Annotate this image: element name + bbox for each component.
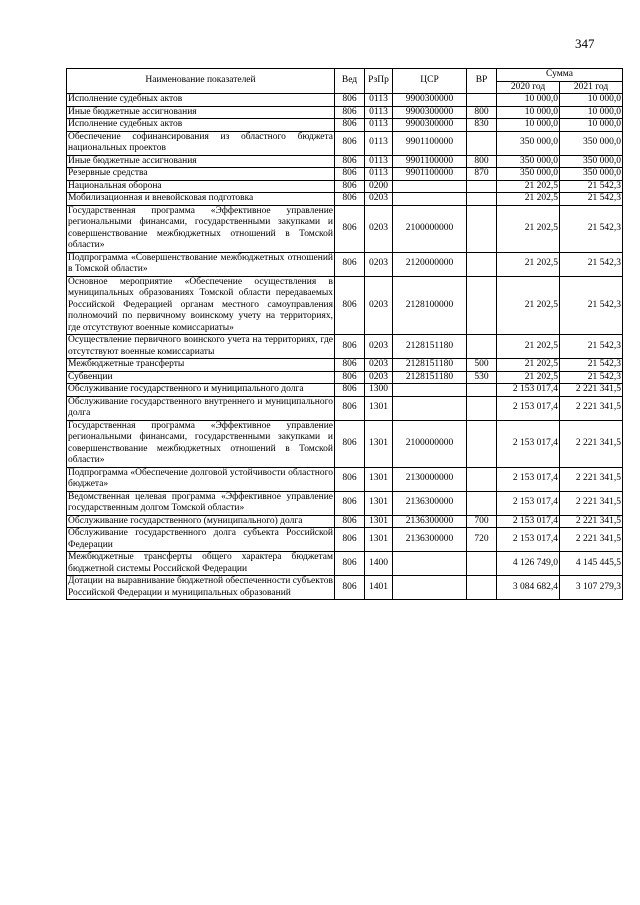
- cell-vr: 870: [467, 168, 497, 181]
- cell-2021: 2 221 341,5: [560, 467, 623, 491]
- table-row: [67, 371, 623, 384]
- cell-name: Обслуживание государственного и муниципального долга: [67, 384, 335, 397]
- cell-rzpr: 1301: [365, 467, 393, 491]
- cell-2020: 21 202,5: [497, 180, 560, 193]
- cell-ved: 806: [335, 359, 365, 372]
- cell-csr: 2100000000: [393, 205, 467, 252]
- cell-2021: 350 000,0: [560, 168, 623, 181]
- header-sum: Сумма: [497, 69, 623, 82]
- cell-name: Осуществление первичного воинского учета на территориях, где отсутствуют военные комиссариаты: [68, 335, 333, 357]
- cell-2020: 2 153 017,4: [497, 384, 560, 397]
- cell-csr: 2136300000: [393, 515, 467, 528]
- cell-name: Мобилизационная и вневойсковая подготовка: [67, 193, 335, 206]
- cell-vr: [467, 335, 497, 359]
- cell-rzpr: 0113: [365, 131, 393, 155]
- cell-2021: 350 000,0: [560, 131, 623, 155]
- cell-ved: 806: [335, 168, 365, 181]
- table-row: [67, 420, 623, 467]
- cell-2021: 2 221 341,5: [560, 491, 623, 515]
- cell-rzpr: 1301: [365, 420, 393, 467]
- cell-name: Подпрограмма «Совершенствование межбюджетных отношений в Томской области»: [68, 252, 333, 274]
- cell-2020: 21 202,5: [497, 276, 560, 335]
- table-row: [67, 131, 623, 155]
- cell-vr: [467, 491, 497, 515]
- table-row: [67, 168, 623, 181]
- cell-vr: [467, 576, 497, 600]
- cell-ved: 806: [335, 94, 365, 107]
- header-year-2021: 2021 год: [560, 81, 623, 94]
- table-row: [67, 106, 623, 119]
- cell-ved: 806: [335, 335, 365, 359]
- cell-name: Обслуживание государственного долга субъекта Российской Федерации: [68, 528, 333, 550]
- cell-2021: 350 000,0: [560, 155, 623, 168]
- table-row: [67, 491, 623, 515]
- table-row: [67, 552, 623, 576]
- cell-2021: 21 542,3: [560, 193, 623, 206]
- cell-2020: 21 202,5: [497, 205, 560, 252]
- cell-name: Межбюджетные трансферты общего характера бюджетам бюджетной системы Российской Федерации: [68, 552, 333, 574]
- cell-ved: 806: [335, 515, 365, 528]
- cell-name: Подпрограмма «Обеспечение долговой устойчивости областного бюджета»: [68, 467, 333, 489]
- cell-csr: [393, 552, 467, 576]
- cell-name: Обеспечение софинансирования из областного бюджета национальных проектов: [68, 131, 333, 153]
- table-row: [67, 180, 623, 193]
- cell-vr: [467, 552, 497, 576]
- cell-rzpr: 0203: [365, 359, 393, 372]
- cell-vr: [467, 193, 497, 206]
- cell-csr: 9901100000: [393, 131, 467, 155]
- cell-ved: 806: [335, 106, 365, 119]
- cell-2020: 2 153 017,4: [497, 528, 560, 552]
- cell-2020: 350 000,0: [497, 131, 560, 155]
- cell-2020: 3 084 682,4: [497, 576, 560, 600]
- table-row: [67, 335, 623, 359]
- cell-ved: 806: [335, 119, 365, 132]
- cell-csr: 2128100000: [393, 276, 467, 335]
- cell-ved: 806: [335, 467, 365, 491]
- cell-vr: [467, 420, 497, 467]
- cell-vr: [467, 467, 497, 491]
- cell-rzpr: 1301: [365, 515, 393, 528]
- cell-vr: 700: [467, 515, 497, 528]
- cell-2021: 4 145 445,5: [560, 552, 623, 576]
- page-number: 347: [575, 36, 595, 51]
- cell-csr: 2136300000: [393, 528, 467, 552]
- cell-rzpr: 0203: [365, 371, 393, 384]
- cell-name: Ведомственная целевая программа «Эффективное управление государственным долгом Томской области»: [68, 491, 333, 513]
- cell-2021: 21 542,3: [560, 276, 623, 335]
- cell-rzpr: 0200: [365, 180, 393, 193]
- cell-2021: 10 000,0: [560, 106, 623, 119]
- cell-name: Иные бюджетные ассигнования: [67, 106, 335, 119]
- cell-csr: 2128151180: [393, 335, 467, 359]
- cell-csr: 2100000000: [393, 420, 467, 467]
- cell-ved: 806: [335, 276, 365, 335]
- cell-vr: 800: [467, 106, 497, 119]
- cell-rzpr: 0203: [365, 193, 393, 206]
- table-row: [67, 515, 623, 528]
- table-row: [67, 359, 623, 372]
- table-row: [67, 252, 623, 276]
- cell-csr: 9901100000: [393, 168, 467, 181]
- cell-2020: 10 000,0: [497, 119, 560, 132]
- cell-ved: 806: [335, 420, 365, 467]
- cell-ved: 806: [335, 384, 365, 397]
- cell-2021: 21 542,3: [560, 371, 623, 384]
- cell-rzpr: 1401: [365, 576, 393, 600]
- header-year-2020: 2020 год: [497, 81, 560, 94]
- table-row: [67, 528, 623, 552]
- cell-ved: 806: [335, 131, 365, 155]
- cell-rzpr: 0203: [365, 205, 393, 252]
- cell-2020: 21 202,5: [497, 252, 560, 276]
- cell-ved: 806: [335, 576, 365, 600]
- table-row: [67, 94, 623, 107]
- cell-csr: [393, 193, 467, 206]
- cell-ved: 806: [335, 180, 365, 193]
- cell-2020: 2 153 017,4: [497, 420, 560, 467]
- cell-2021: 21 542,3: [560, 359, 623, 372]
- cell-2020: 4 126 749,0: [497, 552, 560, 576]
- cell-vr: [467, 94, 497, 107]
- cell-2021: 21 542,3: [560, 335, 623, 359]
- cell-ved: 806: [335, 371, 365, 384]
- cell-rzpr: 1400: [365, 552, 393, 576]
- table-row: [67, 576, 623, 600]
- cell-rzpr: 1301: [365, 491, 393, 515]
- cell-vr: [467, 131, 497, 155]
- cell-ved: 806: [335, 552, 365, 576]
- cell-csr: 9900300000: [393, 94, 467, 107]
- cell-vr: [467, 396, 497, 420]
- cell-2020: 350 000,0: [497, 155, 560, 168]
- table-row: [67, 276, 623, 335]
- cell-rzpr: 1301: [365, 528, 393, 552]
- table-row: [67, 384, 623, 397]
- cell-vr: 530: [467, 371, 497, 384]
- cell-rzpr: 0203: [365, 335, 393, 359]
- header-vr: ВР: [467, 69, 497, 94]
- cell-ved: 806: [335, 528, 365, 552]
- cell-2020: 2 153 017,4: [497, 515, 560, 528]
- cell-2020: 2 153 017,4: [497, 467, 560, 491]
- cell-vr: [467, 276, 497, 335]
- cell-2020: 21 202,5: [497, 335, 560, 359]
- cell-2021: 3 107 279,3: [560, 576, 623, 600]
- cell-csr: [393, 384, 467, 397]
- cell-csr: 9900300000: [393, 106, 467, 119]
- table-row: [67, 396, 623, 420]
- cell-csr: 9901100000: [393, 155, 467, 168]
- cell-2021: 2 221 341,5: [560, 384, 623, 397]
- cell-rzpr: 0113: [365, 119, 393, 132]
- cell-csr: 2120000000: [393, 252, 467, 276]
- cell-rzpr: 0113: [365, 94, 393, 107]
- cell-2021: 21 542,3: [560, 252, 623, 276]
- cell-name: Резервные средства: [67, 168, 335, 181]
- cell-csr: 2130000000: [393, 467, 467, 491]
- cell-rzpr: 0203: [365, 276, 393, 335]
- cell-vr: 500: [467, 359, 497, 372]
- cell-2020: 2 153 017,4: [497, 396, 560, 420]
- cell-csr: [393, 576, 467, 600]
- cell-ved: 806: [335, 205, 365, 252]
- cell-rzpr: 0113: [365, 106, 393, 119]
- cell-name: Государственная программа «Эффективное управление региональными финансами, государственными закупками и совершенствование межбюджетных отношений в Томской области»: [68, 420, 333, 465]
- cell-ved: 806: [335, 252, 365, 276]
- cell-ved: 806: [335, 396, 365, 420]
- cell-2020: 350 000,0: [497, 168, 560, 181]
- header-name: Наименование показателей: [67, 69, 335, 94]
- cell-2021: 10 000,0: [560, 94, 623, 107]
- cell-rzpr: 0113: [365, 155, 393, 168]
- table-row: [67, 193, 623, 206]
- cell-2021: 2 221 341,5: [560, 396, 623, 420]
- cell-name: Обслуживание государственного (муниципального) долга: [67, 515, 335, 528]
- cell-name: Основное мероприятие «Обеспечение осуществления в муниципальных образованиях Томской области передаваемых Российской Федерацией органам местного самоуправления полномочий по первичному воинскому учету на территориях, где отсутствуют военные комиссариаты»: [68, 276, 333, 333]
- cell-rzpr: 1301: [365, 396, 393, 420]
- cell-csr: [393, 180, 467, 193]
- cell-2020: 21 202,5: [497, 359, 560, 372]
- table-row: [67, 155, 623, 168]
- cell-2021: 21 542,3: [560, 205, 623, 252]
- cell-csr: 2128151180: [393, 359, 467, 372]
- table-body: [67, 94, 623, 600]
- cell-csr: 2128151180: [393, 371, 467, 384]
- cell-ved: 806: [335, 155, 365, 168]
- cell-vr: [467, 384, 497, 397]
- cell-name: Иные бюджетные ассигнования: [67, 155, 335, 168]
- cell-csr: [393, 396, 467, 420]
- cell-2020: 21 202,5: [497, 193, 560, 206]
- cell-vr: 800: [467, 155, 497, 168]
- budget-table: [66, 68, 623, 600]
- cell-2020: 2 153 017,4: [497, 491, 560, 515]
- cell-2020: 21 202,5: [497, 371, 560, 384]
- cell-ved: 806: [335, 193, 365, 206]
- cell-2021: 2 221 341,5: [560, 515, 623, 528]
- cell-2020: 10 000,0: [497, 94, 560, 107]
- cell-name: Субвенции: [67, 371, 335, 384]
- cell-2021: 10 000,0: [560, 119, 623, 132]
- table-row: [67, 467, 623, 491]
- cell-rzpr: 1300: [365, 384, 393, 397]
- cell-name: Обслуживание государственного внутреннего и муниципального долга: [68, 396, 333, 418]
- cell-rzpr: 0203: [365, 252, 393, 276]
- cell-vr: 720: [467, 528, 497, 552]
- cell-2021: 21 542,3: [560, 180, 623, 193]
- cell-vr: [467, 252, 497, 276]
- cell-2021: 2 221 341,5: [560, 528, 623, 552]
- cell-ved: 806: [335, 491, 365, 515]
- cell-vr: 830: [467, 119, 497, 132]
- table-row: [67, 205, 623, 252]
- cell-name: Исполнение судебных актов: [67, 119, 335, 132]
- cell-name: Национальная оборона: [67, 180, 335, 193]
- cell-2020: 10 000,0: [497, 106, 560, 119]
- header-csr: ЦСР: [393, 69, 467, 94]
- cell-csr: 9900300000: [393, 119, 467, 132]
- cell-name: Исполнение судебных актов: [67, 94, 335, 107]
- cell-csr: 2136300000: [393, 491, 467, 515]
- header-ved: Вед: [335, 69, 365, 94]
- cell-vr: [467, 180, 497, 193]
- header-rzpr: РзПр: [365, 69, 393, 94]
- table-row: [67, 119, 623, 132]
- cell-2021: 2 221 341,5: [560, 420, 623, 467]
- cell-name: Государственная программа «Эффективное управление региональными финансами, государственными закупками и совершенствование межбюджетных отношений в Томской области»: [68, 205, 333, 250]
- cell-vr: [467, 205, 497, 252]
- cell-rzpr: 0113: [365, 168, 393, 181]
- cell-name: Дотации на выравнивание бюджетной обеспеченности субъектов Российской Федерации и муниципальных образований: [68, 576, 333, 598]
- cell-name: Межбюджетные трансферты: [67, 359, 335, 372]
